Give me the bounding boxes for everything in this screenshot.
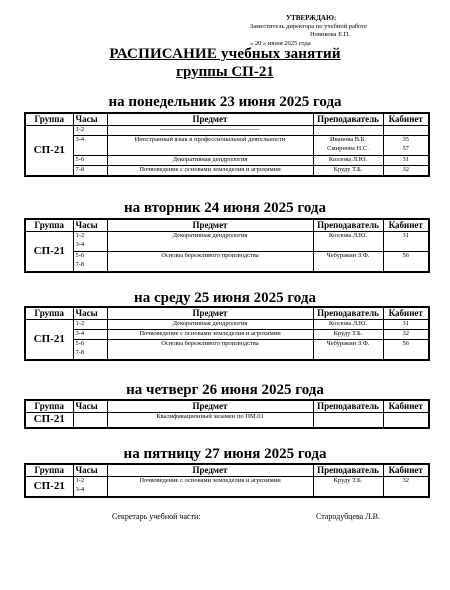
table-row (25, 330, 429, 340)
group-cell: СП-21 (25, 413, 73, 428)
cell-teacher: Чебуракин З.Ф. (313, 252, 383, 272)
header-room: Кабинет (383, 307, 429, 320)
cell-subject: Декоративная дендрология (107, 320, 313, 330)
table-header-row (25, 113, 429, 126)
cell-room: 56 (383, 340, 429, 360)
approve-title: УТВЕРЖДАЮ: (286, 14, 337, 22)
cell-subject: Почвоведение с основами земледелия и агрохимии (107, 330, 313, 340)
cell-hours: 1-2 3-4 (73, 477, 107, 497)
cell-teacher: Иванова В.Б. Смирнова Н.С. (313, 136, 383, 156)
header-subject: Предмет (107, 219, 313, 232)
header-subject: Предмет (107, 307, 313, 320)
header-room: Кабинет (383, 400, 429, 413)
cell-subject: ---------------------------------------------- (107, 126, 313, 136)
day-heading: на среду 25 июня 2025 года (134, 290, 316, 306)
cell-teacher: Чебуракин З.Ф. (313, 340, 383, 360)
header-room: Кабинет (383, 113, 429, 126)
header-hours: Часы (73, 400, 107, 413)
header-hours: Часы (73, 219, 107, 232)
cell-room (383, 413, 429, 428)
cell-hours (73, 413, 107, 428)
table-header-row (25, 400, 429, 413)
header-teacher: Преподаватель (313, 113, 383, 126)
header-room: Кабинет (383, 219, 429, 232)
approval-block (250, 14, 440, 48)
cell-teacher: Козлова Л.Ю. (313, 320, 383, 330)
table-header-row (25, 219, 429, 232)
cell-subject: Почвоведение с основами земледелия и агрохимии (107, 166, 313, 176)
cell-hours: 5-6 7-8 (73, 252, 107, 272)
cell-teacher: Круду Т.Б. (313, 477, 383, 497)
day-heading: на понедельник 23 июня 2025 года (108, 94, 342, 110)
table-row (25, 320, 429, 330)
group-cell: СП-21 (25, 126, 73, 176)
table-row (25, 232, 429, 252)
table-row (25, 477, 429, 497)
header-teacher: Преподаватель (313, 219, 383, 232)
day-heading: на пятницу 27 июня 2025 года (123, 446, 327, 462)
day-heading: на вторник 24 июня 2025 года (123, 200, 327, 216)
group-cell: СП-21 (25, 232, 73, 272)
cell-hours: 3-4 (73, 330, 107, 340)
header-hours: Часы (73, 113, 107, 126)
table-row (25, 413, 429, 428)
cell-teacher (313, 413, 383, 428)
cell-room: 32 (383, 166, 429, 176)
table-header-row (25, 464, 429, 477)
header-hours: Часы (73, 464, 107, 477)
schedule-table (24, 463, 430, 498)
table-row (25, 156, 429, 166)
header-teacher: Преподаватель (313, 307, 383, 320)
table-row (25, 126, 429, 136)
approve-date: « 20 » июня 2025 года (250, 39, 311, 47)
schedule-table (24, 112, 430, 177)
cell-teacher: Козлова Л.Ю. (313, 232, 383, 252)
table-row (25, 252, 429, 272)
approve-name: Новикова Е.П. (310, 31, 350, 39)
day-heading: на четверг 26 июня 2025 года (126, 382, 324, 398)
schedule-title: РАСПИСАНИЕ учебных занятий (109, 46, 341, 62)
header-hours: Часы (73, 307, 107, 320)
header-group: Группа (25, 400, 73, 413)
approve-position: Заместитель директора по учебной работе (250, 22, 368, 30)
cell-hours: 1-2 (73, 126, 107, 136)
cell-subject: Почвоведение с основами земледелия и агрохимии (107, 477, 313, 497)
cell-hours: 1-2 (73, 320, 107, 330)
schedule-table (24, 306, 430, 361)
schedule-table (24, 218, 430, 273)
cell-teacher: Козлова Л.Ю. (313, 156, 383, 166)
table-row (25, 136, 429, 156)
cell-subject: Основы бережливого производства (107, 252, 313, 272)
table-header-row (25, 307, 429, 320)
cell-teacher: Круду Т.Б. (313, 166, 383, 176)
header-group: Группа (25, 307, 73, 320)
header-group: Группа (25, 113, 73, 126)
cell-subject: Иностранный язык в профессиональной деятельности (107, 136, 313, 156)
schedule-group-title: группы СП-21 (176, 64, 274, 80)
footer-secretary-name: Стародубцева Л.В. (316, 512, 380, 521)
header-subject: Предмет (107, 464, 313, 477)
cell-room: 32 (383, 477, 429, 497)
header-subject: Предмет (107, 113, 313, 126)
cell-subject: Основы бережливого производства (107, 340, 313, 360)
group-cell: СП-21 (25, 320, 73, 360)
table-row (25, 340, 429, 360)
cell-subject: Декоративная дендрология (107, 156, 313, 166)
cell-room: 32 (383, 330, 429, 340)
cell-room: 31 (383, 156, 429, 166)
header-teacher: Преподаватель (313, 400, 383, 413)
cell-subject: Декоративная дендрология (107, 232, 313, 252)
cell-hours: 3-4 (73, 136, 107, 156)
cell-teacher: Круду Т.Б. (313, 330, 383, 340)
schedule-table (24, 399, 430, 429)
header-subject: Предмет (107, 400, 313, 413)
cell-hours: 5-6 (73, 156, 107, 166)
cell-hours: 7-8 (73, 166, 107, 176)
cell-subject: Квалификационный экзамен по ПМ.01 (107, 413, 313, 428)
cell-room: 31 (383, 232, 429, 252)
header-group: Группа (25, 464, 73, 477)
footer-secretary-label: Секретарь учебной части: (112, 512, 201, 521)
cell-room: 31 (383, 320, 429, 330)
cell-room: 35 57 (383, 136, 429, 156)
cell-hours: 1-2 3-4 (73, 232, 107, 252)
cell-hours: 5-6 7-8 (73, 340, 107, 360)
cell-room: 56 (383, 252, 429, 272)
header-room: Кабинет (383, 464, 429, 477)
header-group: Группа (25, 219, 73, 232)
table-row (25, 166, 429, 176)
cell-teacher (313, 126, 383, 136)
header-teacher: Преподаватель (313, 464, 383, 477)
cell-room (383, 126, 429, 136)
group-cell: СП-21 (25, 477, 73, 497)
